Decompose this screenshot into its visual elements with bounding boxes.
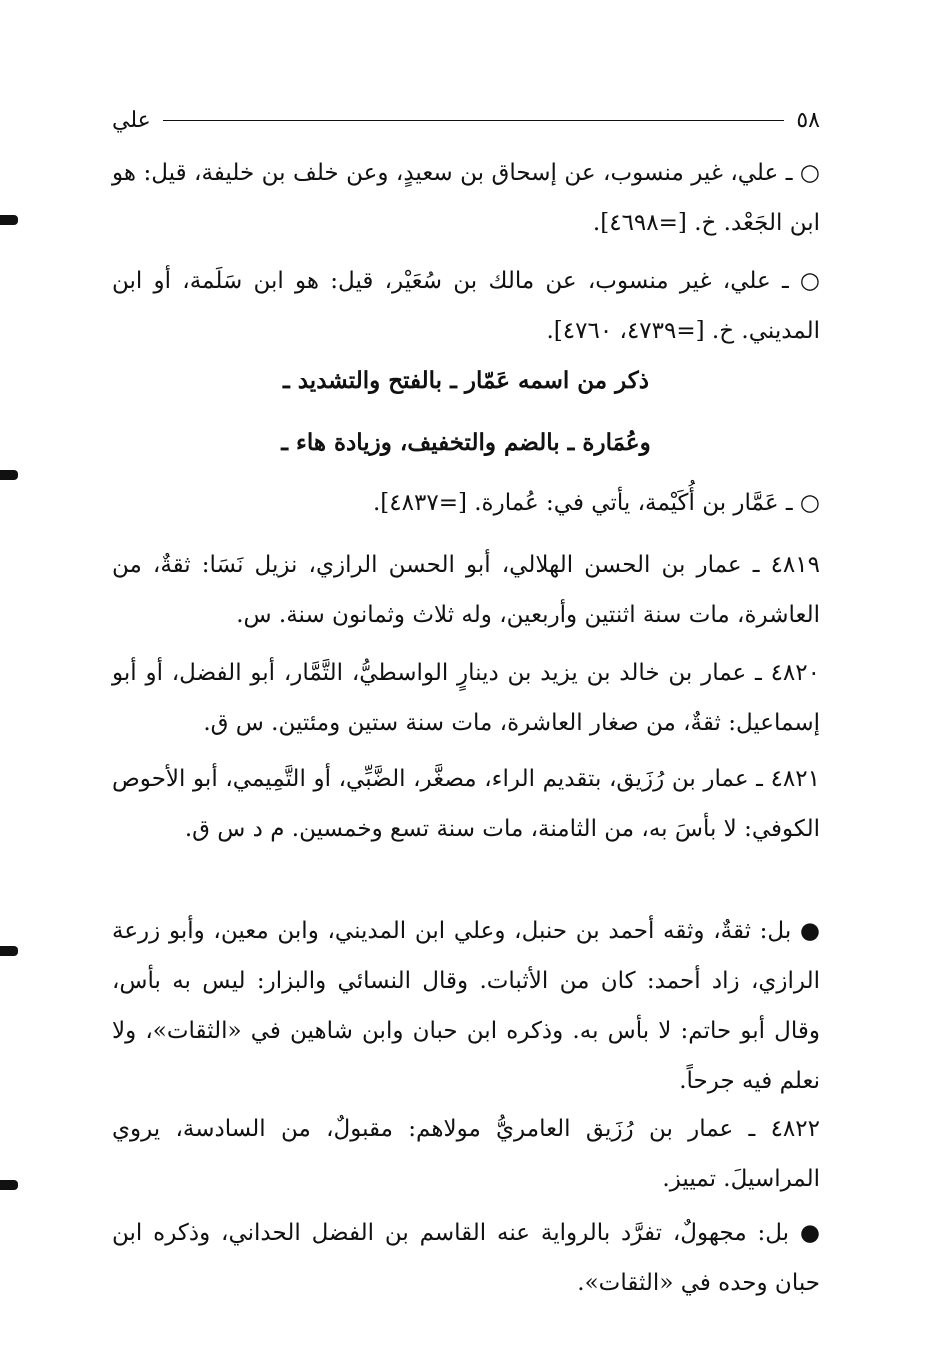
entry-4822: ٤٨٢٢ ـ عمار بن رُزَيق العامريُّ مولاهم: مقبولٌ، من السادسة، يروي المراسيلَ. تمييز.	[112, 1116, 820, 1192]
entry-4821: ٤٨٢١ ـ عمار بن رُزَيق، بتقديم الراء، مصغَّر، الضَّبِّي، أو التَّمِيمي، أبو الأحوص الكوفي: لا بأسَ به، من الثامنة، مات سنة تسع وخمسين. م د س ق.	[112, 766, 820, 842]
entry-ali-unattributed-1: ○ ـ علي، غير منسوب، عن إسحاق بن سعيدٍ، وعن خلف بن خليفة، قيل: هو ابن الجَعْد. خ. [=٤٦٩٨].	[112, 160, 820, 236]
scan-artifact	[0, 470, 18, 480]
book-page	[112, 100, 820, 1296]
comment-4822: ● بل: مجهولٌ، تفرَّد بالرواية عنه القاسم بن الفضل الحداني، وذكره ابن حبان وحده في «الثقات».	[112, 1220, 820, 1296]
page-header	[112, 100, 820, 140]
entry-4819: ٤٨١٩ ـ عمار بن الحسن الهلالي، أبو الحسن الرازي، نزيل نَسَا: ثقةٌ، من العاشرة، مات سنة اثنتين وأربعين، وله ثلاث وثمانون سنة. س.	[112, 552, 820, 628]
scan-artifact	[0, 946, 18, 956]
scan-artifact	[0, 215, 18, 225]
section-subheading: وعُمَارة ـ بالضم والتخفيف، وزيادة هاء ـ	[281, 429, 651, 456]
header-rule	[163, 120, 785, 121]
entry-4820: ٤٨٢٠ ـ عمار بن خالد بن يزيد بن دينارٍ الواسطيُّ، التَّمَّار، أبو الفضل، أو أبو إسماعيل: ثقةٌ، من صغار العاشرة، مات سنة ستين ومئتين. س ق.	[112, 660, 820, 736]
entry-ali-unattributed-2: ○ ـ علي، غير منسوب، عن مالك بن سُعَيْر، قيل: هو ابن سَلَمة، أو ابن المديني. خ. [=٤٧٣٩، ٤٧٦٠].	[112, 268, 820, 344]
page-number: ٥٨	[796, 107, 820, 133]
section-heading: ذكر من اسمه عَمّار ـ بالفتح والتشديد ـ	[282, 367, 649, 394]
entry-ammar-ukayma: ○ ـ عَمَّار بن أُكَيْمة، يأتي في: عُمارة. [=٤٨٣٧].	[372, 490, 820, 516]
comment-4821: ● بل: ثقةٌ، وثقه أحمد بن حنبل، وعلي ابن المديني، وابن معين، وأبو زرعة الرازي، زاد أحمد: كان من الأثبات. وقال النسائي والبزار: ليس به بأس، وقال أبو حاتم: لا بأس به. وذكره ابن حبان وابن شاهين في «الثقات»، ولا نعلم فيه جرحاً.	[112, 918, 820, 1094]
scan-artifact	[0, 1180, 18, 1190]
running-title: علي	[112, 107, 151, 133]
